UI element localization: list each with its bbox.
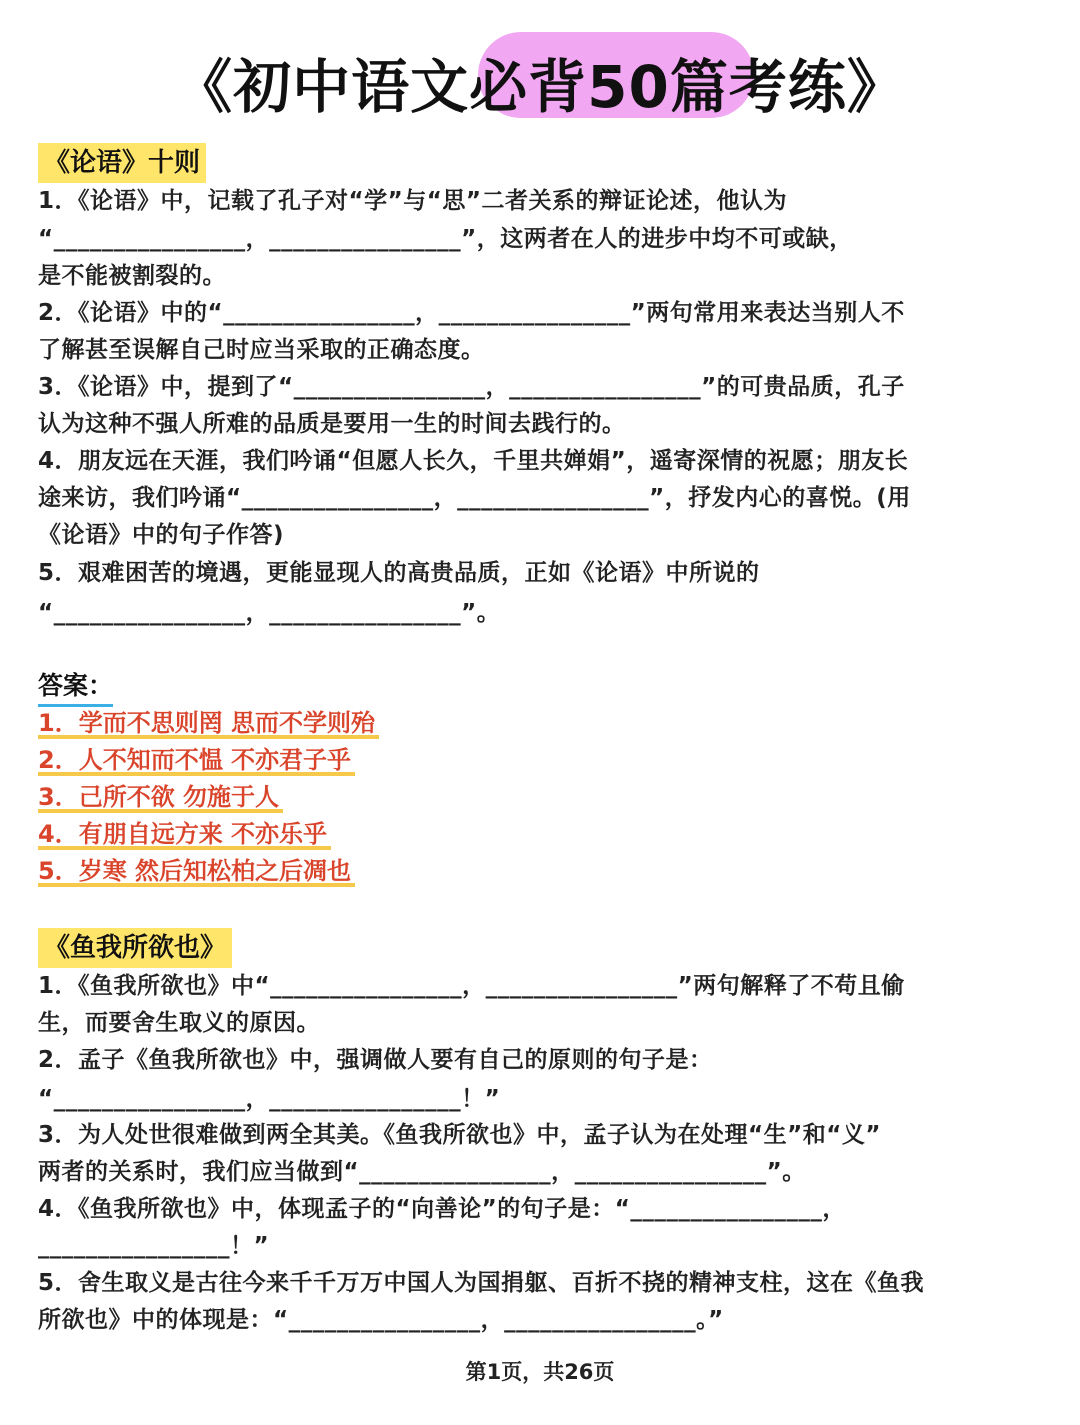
question-line: ________________！” — [38, 1233, 270, 1259]
answer-item: 3．己所不欲 勿施于人 — [38, 779, 283, 815]
answer-item: 1．学而不思则罔 思而不学则殆 — [38, 705, 379, 741]
question-line: “________________，________________”，这两者在人的进步中均不可或缺， — [38, 226, 853, 252]
answer-item: 5．岁寒 然后知松柏之后凋也 — [38, 853, 355, 889]
question-line: 了解甚至误解自己时应当采取的正确态度。 — [38, 337, 485, 363]
section-heading-yuwosuoyuye: 《鱼我所欲也》 — [38, 928, 232, 968]
question-line: 1．《鱼我所欲也》中“________________，________________”两句解释了不苟且偷 — [38, 973, 905, 999]
page-number: 第1页，共26页 — [465, 1360, 615, 1384]
question-line: 是不能被割裂的。 — [38, 263, 226, 289]
question-line: 途来访，我们吟诵“________________，________________”，抒发内心的喜悦。(用 — [38, 485, 911, 511]
answer-item: 4．有朋自远方来 不亦乐乎 — [38, 816, 331, 852]
question-line: 两者的关系时，我们应当做到“________________，________________”。 — [38, 1159, 806, 1185]
section-heading-lunyu: 《论语》十则 — [38, 143, 206, 183]
question-line: 所欲也》中的体现是：“________________，________________。” — [38, 1307, 724, 1333]
question-line: 3．为人处世很难做到两全其美。《鱼我所欲也》中，孟子认为在处理“生”和“义” — [38, 1122, 881, 1148]
question-line: 《论语》中的句子作答) — [38, 522, 285, 548]
question-line: 2．孟子《鱼我所欲也》中，强调做人要有自己的原则的句子是： — [38, 1047, 713, 1073]
question-line: 3．《论语》中，提到了“________________，________________”的可贵品质，孔子 — [38, 374, 905, 400]
answer-item: 2．人不知而不愠 不亦君子乎 — [38, 742, 355, 778]
question-line: “________________，________________”。 — [38, 600, 501, 626]
question-line: 4．《鱼我所欲也》中，体现孟子的“向善论”的句子是：“________________， — [38, 1196, 846, 1222]
question-line: 2．《论语》中的“________________，________________”两句常用来表达当别人不 — [38, 300, 905, 326]
question-line: 1．《论语》中，记载了孔子对“学”与“思”二者关系的辩证论述，他认为 — [38, 188, 787, 214]
answers-label: 答案： — [38, 668, 113, 707]
question-line: 生，而要舍生取义的原因。 — [38, 1010, 320, 1036]
question-line: 认为这种不强人所难的品质是要用一生的时间去践行的。 — [38, 411, 626, 437]
title-area — [0, 22, 1080, 132]
question-line: 5．艰难困苦的境遇，更能显现人的高贵品质，正如《论语》中所说的 — [38, 560, 760, 586]
page-title: 《初中语文必背50篇考练》 — [174, 53, 906, 121]
question-line: 5．舍生取义是古往今来千千万万中国人为国捐躯、百折不挠的精神支柱，这在《鱼我 — [38, 1270, 925, 1296]
question-line: 4．朋友远在天涯，我们吟诵“但愿人长久，千里共婵娟”，遥寄深情的祝愿；朋友长 — [38, 448, 909, 474]
question-line: “________________，________________！” — [38, 1086, 501, 1112]
